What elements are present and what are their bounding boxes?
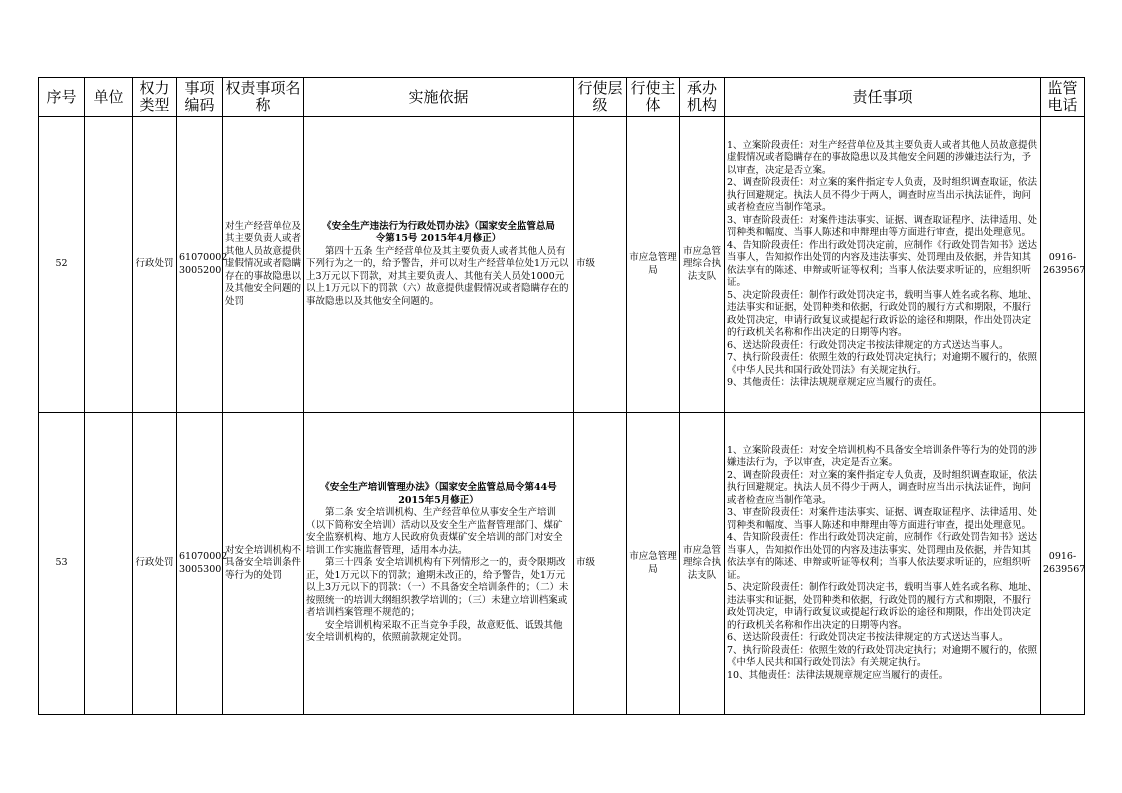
cell-item-name: 对生产经营单位及其主要负责人或者其他人员故意提供虚假情况或者隐瞒存在的事故隐患以及其他安全问题的处罚 — [223, 117, 304, 413]
basis-paragraph: 第二条 安全培训机构、生产经营单位从事安全生产培训（以下简称安全培训）活动以及安全生产监督管理部门、煤矿安全监察机构、地方人民政府负责煤矿安全培训的部门对安全培训工作实施监督管理，适用本办法。 — [306, 507, 563, 556]
header-seq: 序号 — [39, 78, 85, 117]
responsibility-item: 1、立案阶段责任：对生产经营单位及其主要负责人或者其他人员故意提供虚假情况或者隐瞒存在的事故隐患以及其他安全问题的涉嫌违法行为，予以审查，决定是否立案。 — [727, 139, 1038, 176]
header-phone: 监管电话 — [1041, 78, 1085, 117]
cell-unit — [85, 117, 133, 413]
responsibility-item: 1、立案阶段责任：对安全培训机构不具备安全培训条件等行为的处罚的涉嫌违法行为，予以审查，决定是否立案。 — [727, 444, 1038, 469]
basis-paragraph: 安全培训机构采取不正当竞争手段，故意贬低、诋毁其他安全培训机构的，依照前款规定处罚。 — [306, 619, 563, 644]
responsibility-item: 5、决定阶段责任：制作行政处罚决定书，载明当事人姓名或名称、地址、违法事实和证据，处罚种类和依据，行政处罚的履行方式和期限，不服行政处罚决定，申请行政复议或提起行政诉讼的途径和期限，作出处罚决定的行政机关名称和作出决定的日期等内容。 — [727, 289, 1038, 338]
responsibility-item: 5、决定阶段责任：制作行政处罚决定书，载明当事人姓名或名称、地址、违法事实和证据，处罚种类和依据，行政处罚的履行方式和期限，不服行政处罚决定，申请行政复议或提起行政诉讼的途径和期限，作出处罚决定的行政机关名称和作出决定的日期等内容。 — [727, 582, 1038, 631]
basis-paragraph: 第三十四条 安全培训机构有下列情形之一的，责令限期改正，处1万元以下的罚款；逾期未改正的，给予警告，处1万元以上3万元以下的罚款：（一）不具备安全培训条件的；（二）未按照统一的培训大纲组织教学培训的；（三）未建立培训档案或者培训档案管理不规范的； — [306, 557, 569, 619]
cell-seq: 52 — [39, 117, 85, 413]
header-responsibilities: 责任事项 — [725, 78, 1041, 117]
cell-basis — [304, 413, 574, 715]
responsibility-item: 3、审查阶段责任：对案件违法事实、证据、调查取证程序、法律适用、处罚种类和幅度、当事人陈述和申辩理由等方面进行审查，提出处理意见。 — [727, 507, 1038, 531]
cell-phone: 0916-2639567 — [1041, 413, 1085, 715]
header-power-type: 权力类型 — [133, 78, 177, 117]
header-unit: 单位 — [85, 78, 133, 117]
cell-agency: 市应急管理综合执法支队 — [680, 117, 725, 413]
cell-subject: 市应急管理局 — [627, 117, 680, 413]
responsibility-item: 6、送达阶段责任：行政处罚决定书按法律规定的方式送达当事人。 — [727, 632, 1009, 644]
responsibility-item: 3、审查阶段责任：对案件违法事实、证据、调查取证程序、法律适用、处罚种类和幅度、当事人陈述和申辩理由等方面进行审查，提出处理意见。 — [727, 214, 1038, 238]
responsibility-item: 10、其他责任：法律法规规章规定应当履行的责任。 — [727, 669, 949, 681]
cell-power-type: 行政处罚 — [133, 413, 177, 715]
header-item-name: 权责事项名称 — [223, 78, 304, 117]
responsibility-item: 9、其他责任：法律法规规章规定应当履行的责任。 — [727, 377, 943, 388]
basis-paragraph: 第四十五条 生产经营单位及其主要负责人或者其他人员有下列行为之一的，给予警告，并可以对生产经营单位处1万元以上3万元以下罚款，对其主要负责人、其他有关人员处1000元以上1万元以下的罚款（六）故意提供虚假情况或者隐瞒存在的事故隐患以及其他安全问题的。 — [306, 245, 569, 307]
cell-seq: 53 — [39, 413, 85, 715]
cell-level: 市级 — [574, 413, 627, 715]
responsibility-item: 6、送达阶段责任：行政处罚决定书按法律规定的方式送达当事人。 — [727, 339, 1009, 351]
cell-level: 市级 — [574, 117, 627, 413]
cell-agency: 市应急管理综合执法支队 — [680, 413, 725, 715]
table-row — [39, 117, 1085, 413]
cell-item-name: 对安全培训机构不具备安全培训条件等行为的处罚 — [223, 413, 304, 715]
header-code: 事项编码 — [177, 78, 223, 117]
basis-title: 《安全生产培训管理办法》（国家安全监管总局令第44号 2015年5月修正） — [320, 482, 557, 506]
power-list-table — [38, 77, 1085, 715]
header-row — [39, 78, 1085, 117]
cell-subject: 市应急管理局 — [627, 413, 680, 715]
header-agency: 承办机构 — [680, 78, 725, 117]
cell-phone: 0916-2639567 — [1041, 117, 1085, 413]
responsibility-item: 2、调查阶段责任：对立案的案件指定专人负责，及时组织调查取证，依法执行回避规定。执法人员不得少于两人，调查时应当出示执法证件，询问或者检查应当制作笔录。 — [727, 177, 1038, 213]
responsibility-item: 7、执行阶段责任：依照生效的行政处罚决定执行；对逾期不履行的，依照《中华人民共和国行政处罚法》有关规定执行。 — [727, 352, 1038, 376]
basis-title: 《安全生产违法行为行政处罚办法》（国家安全监管总局令第15号 2015年4月修正） — [322, 220, 555, 245]
responsibility-item: 2、调查阶段责任：对立案的案件指定专人负责，及时组织调查取证，依法执行回避规定。执法人员不得少于两人，调查时应当出示执法证件，询问或者检查应当制作笔录。 — [727, 469, 1038, 506]
cell-responsibilities — [725, 117, 1041, 413]
responsibility-item: 7、执行阶段责任：依照生效的行政处罚决定执行；对逾期不履行的，依照《中华人民共和国行政处罚法》有关规定执行。 — [727, 644, 1038, 669]
cell-responsibilities — [725, 413, 1041, 715]
header-basis: 实施依据 — [304, 78, 574, 117]
cell-unit — [85, 413, 133, 715]
cell-code: 61070002 3005200 — [177, 117, 223, 413]
responsibility-item: 4、告知阶段责任：作出行政处罚决定前，应制作《行政处罚告知书》送达当事人，告知拟作出处罚的内容及违法事实、处罚理由及依据，并告知其依法享有的陈述、申辩或听证等权利；当事人依法要求听证的，应组织听证。 — [727, 532, 1038, 581]
cell-power-type: 行政处罚 — [133, 117, 177, 413]
header-level: 行使层级 — [574, 78, 627, 117]
table-row — [39, 413, 1085, 715]
responsibility-item: 4、告知阶段责任：作出行政处罚决定前，应制作《行政处罚告知书》送达当事人，告知拟作出处罚的内容及违法事实、处罚理由及依据，并告知其依法享有的陈述、申辩或听证等权利；当事人依法要求听证的，应组织听证。 — [727, 239, 1038, 288]
cell-code: 61070002 3005300 — [177, 413, 223, 715]
cell-basis — [304, 117, 574, 413]
header-subject: 行使主体 — [627, 78, 680, 117]
